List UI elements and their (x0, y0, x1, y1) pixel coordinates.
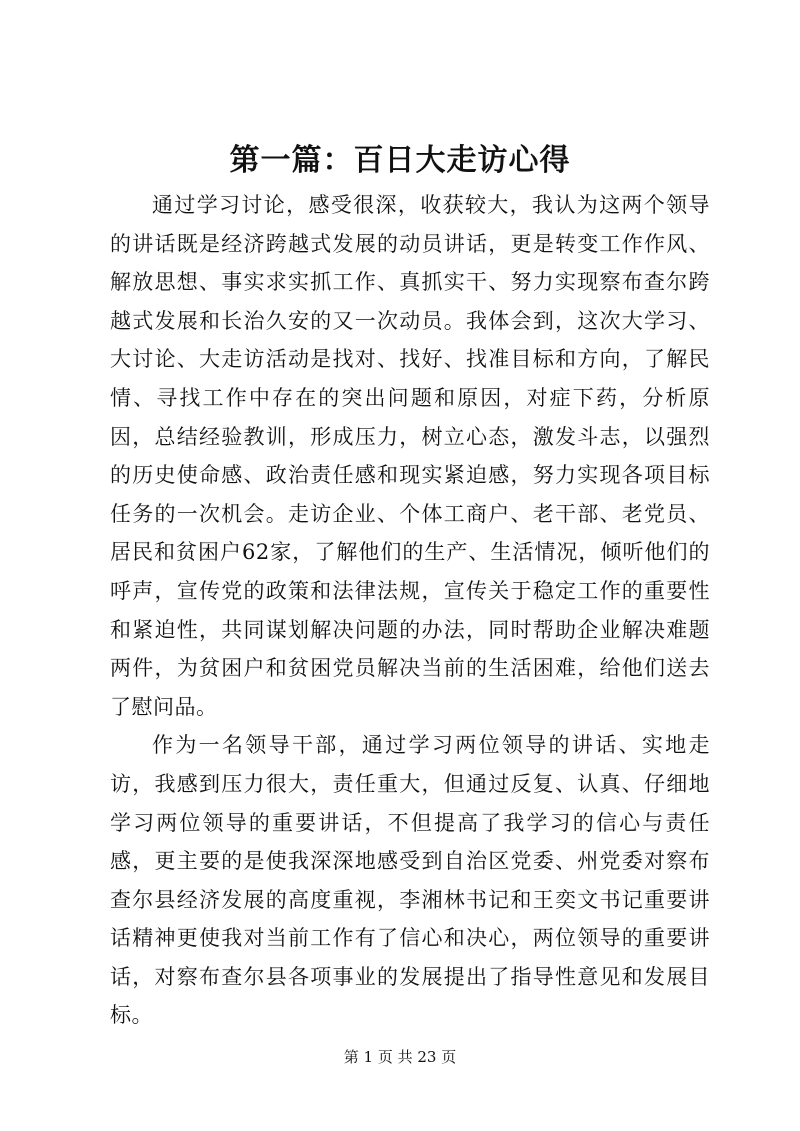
paragraph-2: 作为一名领导干部，通过学习两位领导的讲话、实地走访，我感到压力很大，责任重大，但通过反复、认真、仔细地学习两位领导的重要讲话，不但提高了我学习的信心与责任感，更主要的是使我深深地感受到自治区党委、州党委对察布查尔县经济发展的高度重视，李湘林书记和王奕文书记重要讲话精神更使我对当前工作有了信心和决心，两位领导的重要讲话，对察布查尔县各项事业的发展提出了指导性意见和发展目标。 (110, 733, 710, 1028)
document-body (110, 186, 710, 1035)
paragraph-1: 通过学习讨论，感受很深，收获较大，我认为这两个领导的讲话既是经济跨越式发展的动员讲话，更是转变工作作风、解放思想、事实求实抓工作、真抓实干、努力实现察布查尔跨越式发展和长治久安的又一次动员。我体会到，这次大学习、大讨论、大走访活动是找对、找好、找准目标和方向，了解民情、寻找工作中存在的突出问题和原因，对症下药，分析原因，总结经验教训，形成压力，树立心态，激发斗志，以强烈的历史使命感、政治责任感和现实紧迫感，努力实现各项目标任务的一次机会。走访企业、个体工商户、老干部、老党员、居民和贫困户62家，了解他们的生产、生活情况，倾听他们的呼声，宣传党的政策和法律法规，宣传关于稳定工作的重要性和紧迫性，共同谋划解决问题的办法，同时帮助企业解决难题两件，为贫困户和贫困党员解决当前的生活困难，给他们送去了慰问品。 (110, 193, 710, 719)
page-footer: 第 1 页 共 23 页 (343, 1048, 457, 1066)
page-title: 第一篇：百日大走访心得 (229, 143, 571, 178)
